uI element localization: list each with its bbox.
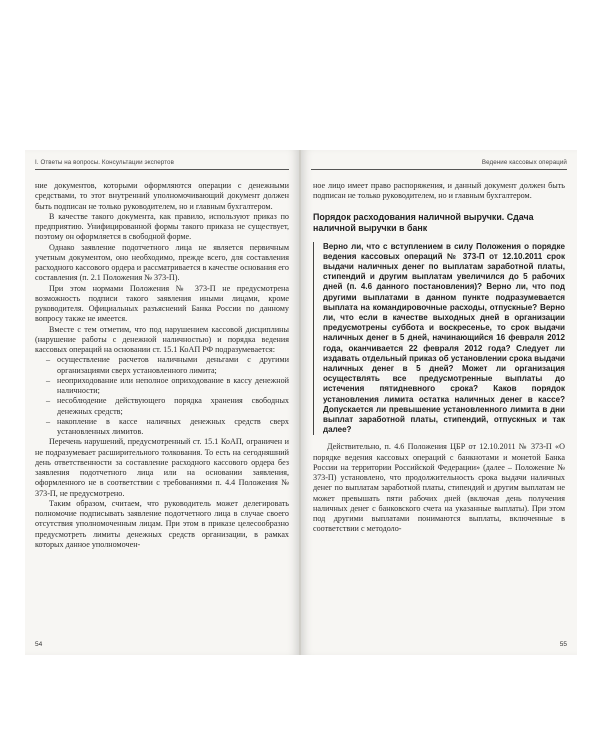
right-page-body — [313, 181, 565, 535]
left-page — [25, 150, 299, 655]
left-header-rule — [35, 169, 289, 170]
left-running-header: I. Ответы на вопросы. Консультации экспертов — [35, 159, 174, 166]
paragraph: ное лицо имеет право распоряжения, и данный документ должен быть подписан не только руководителем, но и главным бухгалтером. — [313, 181, 565, 201]
question-block: Верно ли, что с вступлением в силу Положения о порядке ведения кассовых операций № 373-П от 12.10.2011 срок выдачи наличных денег по выплатам заработной платы, стипендий и другим выплатам увеличился до 5 рабочих дней (п. 4.6 данного постановления)? Верно ли, что под другими выплатами в данном пункте подразумевается выплата на командировочные расходы, отпускные? Верно ли, что если в качестве выходных дней в организации предусмотрены суббота и воскресенье, то срок выдачи наличных денег в 5 дней, начинающийся 16 февраля 2012 года, оканчивается 22 февраля 2012 года? Следует ли издавать отдельный приказ об установлении срока выдачи наличных денег в 5 дней? Может ли организация осуществлять все предусмотренные выплаты до истечения пятидневного срока? Каков порядок установления лимита остатка наличных денег в кассе? Допускается ли превышение установленного лимита в дни выплат заработной платы, стипендий, отпускных и так далее? — [313, 242, 565, 436]
list-item: – осуществление расчетов наличными деньгами с другими организациями сверх установленного лимита; — [35, 355, 289, 376]
right-header-rule — [311, 169, 567, 170]
paragraph: При этом нормами Положения № 373-П не предусмотрена возможность подписи такого заявления иными лицами, кроме руководителя. Официальных разъяснений Банка России по данному вопросу также не имеется. — [35, 283, 289, 324]
section-heading: Порядок расходования наличной выручки. Сдача наличной выручки в банк — [313, 211, 534, 233]
list-item: – накопление в кассе наличных денежных средств сверх установленных лимитов. — [35, 417, 289, 438]
violations-list — [35, 355, 289, 437]
paragraph: Перечень нарушений, предусмотренный ст. 15.1 КоАП, ограничен и не подразумевает расширительного толкования. То есть на сегодняшний день ответственности за составление расходного кассового ордера без заявления подотчетного лица или на основании заявления, оформленного не в соответствии с требованиями п. 4.4 Положения № 373-П, не предусмотрено. — [35, 437, 289, 498]
left-page-number: 54 — [35, 641, 43, 648]
paragraph: ние документов, которыми оформляются операции с денежными средствами, то этот внутренний уполномочивающий документ должен быть подписан не только руководителем, но и главным бухгалтером. — [35, 181, 289, 211]
answer-paragraph: Действительно, п. 4.6 Положения ЦБР от 12.10.2011 № 373-П «О порядке ведения кассовых операций с банкнотами и монетой Банка России на территории Российской Федерации» (далее – Положение № 373-П) установлено, что продолжительность срока выдачи наличных денег по выплатам заработной платы, стипендий и другим выплатам не может превышать пяти рабочих дней (включая день получения наличных денег с банковского счета на указанные выплаты). При этом под другими выплатами понимаются выплаты, включенные в соответствии с методоло- — [313, 442, 565, 534]
left-page-body — [35, 181, 289, 550]
list-item: – неоприходование или неполное оприходование в кассу денежной наличности; — [35, 376, 289, 397]
right-running-header: Ведение кассовых операций — [481, 159, 567, 166]
right-page — [301, 150, 577, 655]
list-item: – несоблюдение действующего порядка хранения свободных денежных средств; — [35, 396, 289, 417]
paragraph: Таким образом, считаем, что руководитель может делегировать полномочие подписывать заявление подотчетного лица в случае своего отсутствия уполномоченным лицам. При этом в приказе целесообразно предусмотреть лимиты денежных средств организации, в рамках которых данное уполномочен- — [35, 498, 289, 549]
right-page-number: 55 — [559, 641, 567, 648]
paragraph: Однако заявление подотчетного лица не является первичным учетным документом, оно необходимо, прежде всего, для составления расходного кассового ордера и рассматривается в качестве основания его составления (п. 2.1 Положения № 373-П). — [35, 242, 289, 283]
paragraph: В качестве такого документа, как правило, используют приказ по предприятию. Унифицированной формы такого приказа не существует, поэтому он оформляется в свободной форме. — [35, 211, 289, 242]
paragraph: Вместе с тем отметим, что под нарушением кассовой дисциплины (нарушение работы с денежной наличностью) и порядка ведения кассовых операций на основании ст. 15.1 КоАП РФ подразумевается: — [35, 324, 289, 354]
